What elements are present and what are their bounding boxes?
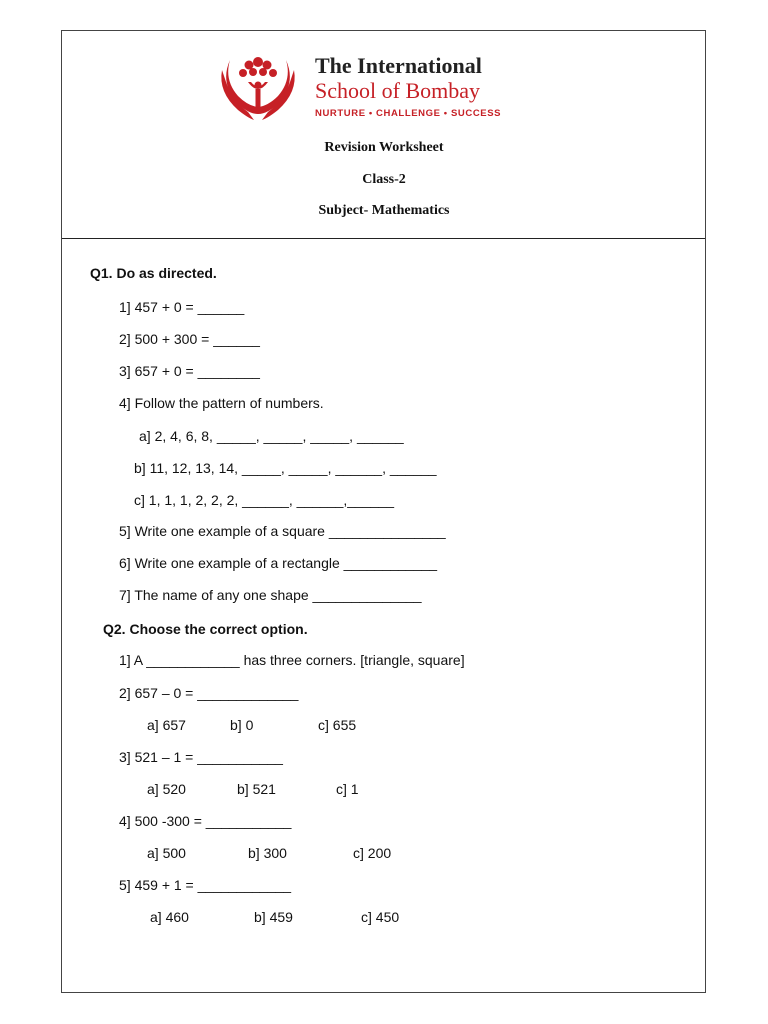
school-tagline: NURTURE • CHALLENGE • SUCCESS — [315, 108, 502, 119]
q1-pattern-b: b] 11, 12, 13, 14, _____, _____, ______, ______ — [134, 460, 437, 476]
q2-heading: Q2. Choose the correct option. — [103, 621, 308, 637]
q2-q5-option-b: b] 459 — [254, 909, 293, 925]
q1-item-2: 2] 500 + 300 = ______ — [119, 331, 260, 347]
q2-q4-option-b: b] 300 — [248, 845, 287, 861]
q1-item-3: 3] 657 + 0 = ________ — [119, 363, 260, 379]
school-name-line1: The International — [315, 53, 482, 78]
q2-q3-option-b: b] 521 — [237, 781, 276, 797]
q2-q4-option-c: c] 200 — [353, 845, 392, 861]
q2-q5-option-c: c] 450 — [361, 909, 400, 925]
q2-question-1: 1] A ____________ has three corners. [triangle, square] — [119, 652, 465, 668]
q1-item-7: 7] The name of any one shape ______________ — [119, 587, 422, 603]
q1-item-4: 4] Follow the pattern of numbers. — [119, 395, 324, 411]
q1-item-6: 6] Write one example of a rectangle ____________ — [119, 555, 438, 571]
q2-question-2: 2] 657 – 0 = _____________ — [119, 685, 299, 701]
class-label: Class-2 — [362, 172, 406, 187]
q2-q4-option-a: a] 500 — [147, 845, 186, 861]
q1-pattern-a: a] 2, 4, 6, 8, _____, _____, _____, ______ — [139, 428, 404, 444]
q2-q3-option-c: c] 1 — [336, 781, 359, 797]
school-logo-icon — [218, 52, 298, 124]
q2-q5-option-a: a] 460 — [150, 909, 189, 925]
q2-q2-option-c: c] 655 — [318, 717, 357, 733]
q2-q2-option-b: b] 0 — [230, 717, 254, 733]
q2-question-5: 5] 459 + 1 = ____________ — [119, 877, 292, 893]
worksheet-title: Revision Worksheet — [324, 140, 444, 155]
q1-item-1: 1] 457 + 0 = ______ — [119, 299, 245, 315]
header-divider — [62, 238, 705, 239]
school-name-line2: School of Bombay — [315, 78, 480, 103]
q2-q3-option-a: a] 520 — [147, 781, 186, 797]
q1-pattern-c: c] 1, 1, 1, 2, 2, 2, ______, ______,______ — [134, 492, 394, 508]
q2-question-3: 3] 521 – 1 = ___________ — [119, 749, 283, 765]
q2-question-4: 4] 500 -300 = ___________ — [119, 813, 292, 829]
subject-label: Subject- Mathematics — [318, 203, 450, 218]
q1-item-5: 5] Write one example of a square _______________ — [119, 523, 446, 539]
q1-heading: Q1. Do as directed. — [90, 265, 217, 281]
q2-q2-option-a: a] 657 — [147, 717, 186, 733]
